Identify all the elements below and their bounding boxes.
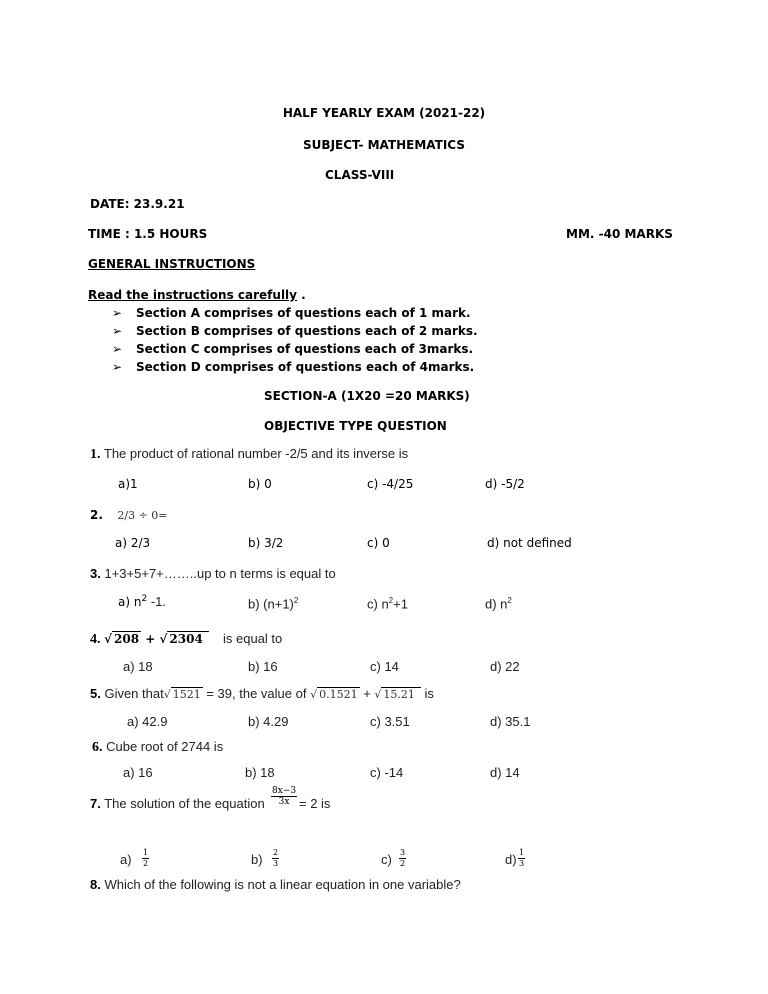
q7-option-d: d)	[505, 852, 517, 867]
question-text: 2/3 ÷ 0=	[117, 509, 168, 522]
exam-time: TIME : 1.5 HOURS	[88, 227, 208, 241]
q3-option-d: d) $n^2$	[485, 596, 512, 612]
q6-option-d: d) 14	[490, 765, 520, 780]
question-text: Cube root of 2744 is	[102, 739, 224, 754]
question-number: 6.	[92, 740, 103, 755]
q7-fraction: $\frac{8x-3}{3x}$	[272, 786, 297, 807]
radicand: 208	[114, 632, 140, 646]
sqrt-icon: √	[104, 632, 113, 646]
read-instructions	[88, 288, 306, 302]
arrowhead-bullet-icon: ➢	[112, 306, 123, 320]
question-number: 2.	[90, 508, 103, 522]
q4-option-b: b) 16	[248, 659, 278, 674]
sqrt-expression: √ 208 + √ 2304	[104, 632, 213, 646]
question-3	[90, 566, 336, 581]
question-6	[92, 739, 223, 756]
sqrt-icon: √	[374, 688, 382, 701]
q6-option-b: b) 18	[245, 765, 275, 780]
q5-option-a: a) 42.9	[127, 714, 168, 729]
question-7: 7. The solution of the equation	[90, 796, 265, 811]
max-marks: MM. -40 MARKS	[566, 227, 673, 241]
q3-option-b: b) $(n+1)^2$	[248, 596, 299, 612]
q2-option-a: a) 2/3	[115, 536, 151, 550]
sqrt-icon: √	[163, 688, 171, 701]
q7-option-d-fraction: $\frac{1}{3}$	[519, 848, 525, 868]
question-text: The product of rational number -2/5 and its inverse is	[100, 446, 409, 461]
q1-option-c: c) -4/25	[367, 477, 414, 491]
sqrt-icon: √	[159, 632, 168, 646]
subject-title: SUBJECT- MATHEMATICS	[303, 138, 465, 152]
general-instructions-heading: GENERAL INSTRUCTIONS	[88, 257, 256, 271]
q7-option-c: c)	[381, 852, 392, 867]
arrowhead-bullet-icon: ➢	[112, 324, 123, 338]
section-a-subtitle: OBJECTIVE TYPE QUESTION	[264, 419, 447, 433]
radicand: 1521	[172, 688, 201, 701]
instruction-item: ➢ Section C comprises of questions each of 3marks.	[112, 342, 474, 356]
q7-equals: = 2 is	[299, 796, 331, 811]
question-number: 3.	[90, 566, 101, 581]
sqrt-icon: √	[310, 688, 318, 701]
read-instructions-suffix: .	[297, 288, 306, 302]
section-a-title: SECTION-A (1X20 =20 MARKS)	[264, 389, 470, 403]
q7-option-b: b)	[251, 852, 263, 867]
question-number: 8.	[90, 877, 101, 892]
q5-option-c: c) 3.51	[370, 714, 410, 729]
q2-option-c: c) 0	[367, 536, 390, 550]
instruction-item: ➢ Section A comprises of questions each of 1 mark.	[112, 306, 471, 320]
question-2	[90, 506, 168, 524]
q7-option-a-fraction: $\frac{1}{2}$	[143, 848, 149, 868]
q4-option-a: a) 18	[123, 659, 153, 674]
q6-option-a: a) 16	[123, 765, 153, 780]
q1-option-b: b) 0	[248, 477, 272, 491]
question-number: 5.	[90, 686, 101, 701]
q3-option-c: c) $n^2+1$	[367, 596, 408, 612]
q7-option-c-fraction: $\frac{3}{2}$	[400, 848, 406, 868]
question-5: 5. Given that√ 1521 = 39, the value of √ 0.1521 + √ 15.21 is	[90, 686, 434, 701]
q2-option-d: d) not defined	[487, 536, 572, 550]
arrowhead-bullet-icon: ➢	[112, 342, 123, 356]
instruction-item: ➢ Section D comprises of questions each of 4marks.	[112, 360, 475, 374]
radicand: 2304	[167, 631, 208, 646]
question-8	[90, 877, 461, 892]
question-text: Which of the following is not a linear equation in one variable?	[100, 877, 461, 892]
question-text: is equal to	[222, 631, 283, 646]
q1-option-a: a)1	[118, 477, 138, 491]
question-number: 7.	[90, 796, 101, 811]
q6-option-c: c) -14	[370, 765, 404, 780]
q7-option-a: a)	[120, 852, 132, 867]
q4-option-c: c) 14	[370, 659, 399, 674]
q3-option-a: a) $n^2$ -1.	[118, 594, 166, 609]
question-1	[90, 446, 408, 463]
radicand: 0.1521	[319, 688, 358, 701]
radicand: 15.21	[381, 687, 421, 701]
q4-option-d: d) 22	[490, 659, 520, 674]
question-number: 1.	[90, 447, 101, 462]
q5-option-b: b) 4.29	[248, 714, 289, 729]
q7-option-b-fraction: $\frac{2}{3}$	[273, 848, 279, 868]
q5-option-d: d) 35.1	[490, 714, 531, 729]
question-4	[90, 631, 282, 648]
arrowhead-bullet-icon: ➢	[112, 360, 123, 374]
instruction-item: ➢ Section B comprises of questions each of 2 marks.	[112, 324, 478, 338]
class-title: CLASS-VIII	[325, 168, 395, 182]
exam-title: HALF YEARLY EXAM (2021-22)	[282, 106, 486, 120]
question-text: 1+3+5+7+……..up to n terms is equal to	[100, 566, 336, 581]
q1-option-d: d) -5/2	[485, 477, 525, 491]
read-instructions-text: Read the instructions carefully	[88, 288, 297, 302]
exam-date: DATE: 23.9.21	[90, 197, 185, 211]
question-number: 4.	[90, 632, 101, 647]
q2-option-b: b) 3/2	[248, 536, 284, 550]
